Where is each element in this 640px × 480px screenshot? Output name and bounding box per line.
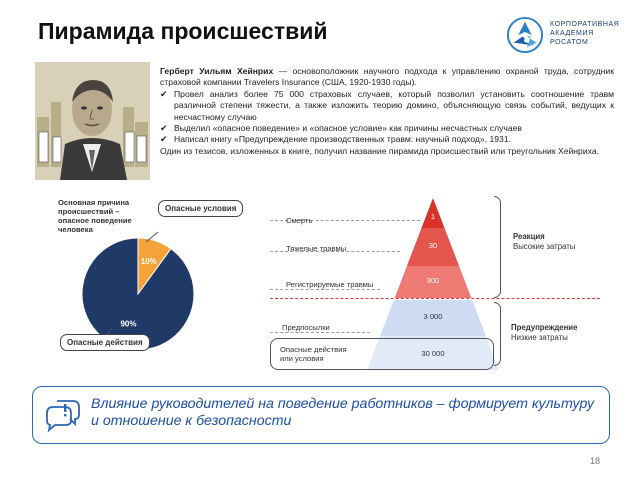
prevention-subtitle: Низкие затраты — [511, 333, 568, 342]
logo-line-2: АКАДЕМИЯ — [550, 30, 594, 37]
level-label-precursors: Предпосылки — [282, 323, 330, 332]
level-value-severe: 30 — [428, 241, 438, 250]
bio-item-text: Провел анализ более 75 000 страховых случаев, который позволил установить соотношение травм различной степени тяжести, а также изложить теорию домино, объясняющую связь событий, ведущих к несчастному случаю — [174, 88, 614, 122]
incident-pyramid — [270, 190, 610, 375]
key-message-banner — [32, 386, 610, 444]
level-line — [270, 289, 380, 290]
bio-item-text: Выделил «опасное поведение» и «опасное условие» как причины несчастных случаев — [174, 123, 522, 134]
level-label-unsafe: Опасные действия или условия — [280, 345, 347, 363]
logo-text — [550, 20, 619, 47]
bio-name: Герберт Уильям Хейнрих — [160, 66, 274, 76]
separator-line — [270, 298, 600, 299]
rosatom-atom-icon — [506, 16, 544, 54]
prevention-bracket — [494, 302, 501, 366]
callout-conditions: Опасные условия — [158, 200, 243, 217]
check-icon: ✔ — [160, 134, 168, 145]
reaction-bracket — [494, 196, 501, 298]
reaction-title: Реакция — [513, 232, 545, 241]
level-value-precursors: 3 000 — [423, 312, 443, 321]
bio-intro: — основоположник научного подхода к управлению охраной труда, сотрудник страховой компании Travelers Insurance (США, 1920-1930 годы). — [160, 66, 614, 88]
logo-line-1: КОРПОРАТИВНАЯ — [550, 21, 620, 28]
banner-text: Влияние руководителей на поведение работников – формирует культуру и отношение к безопасности — [91, 396, 595, 429]
pie-main-label: Основная причина происшествий – опасное поведение человека — [58, 198, 132, 234]
prevention-title: Предупреждение — [511, 323, 578, 332]
bio-item-text: Написал книгу «Предупреждение производственных травм: научный подход», 1931. — [174, 134, 511, 145]
bio-list — [160, 89, 614, 146]
bio-item — [160, 89, 614, 123]
level-value-recordable: 300 — [426, 276, 440, 285]
biography-text — [160, 66, 614, 157]
page-number: 18 — [590, 456, 601, 466]
check-icon: ✔ — [160, 88, 168, 99]
page-title: Пирамида происшествий — [38, 18, 328, 44]
bio-item — [160, 123, 614, 134]
pie-chart — [50, 192, 270, 372]
level-value-unsafe: 30 000 — [421, 349, 445, 358]
level-label-severe: Тяжелые травмы — [286, 244, 347, 253]
bio-outro: Один из тезисов, изложенных в книге, получил название пирамида происшествий или треугольник Хейнриха. — [160, 145, 599, 156]
logo-line-3: РОСАТОМ — [550, 39, 589, 46]
level-value-death: 1 — [430, 212, 436, 221]
level-label-recordable: Регистрируемые травмы — [286, 280, 374, 289]
chat-warning-icon — [43, 395, 83, 435]
logo — [506, 14, 626, 60]
portrait-heinrich-image — [35, 62, 150, 180]
reaction-subtitle: Высокие затраты — [513, 242, 576, 251]
check-icon: ✔ — [160, 123, 168, 134]
pie-data-label: 10% — [140, 256, 157, 266]
pie-data-label: 90% — [120, 319, 137, 329]
level-label-death: Смерть — [286, 216, 313, 225]
level-line — [270, 332, 370, 333]
callout-actions: Опасные действия — [60, 334, 150, 351]
bio-item — [160, 134, 614, 145]
